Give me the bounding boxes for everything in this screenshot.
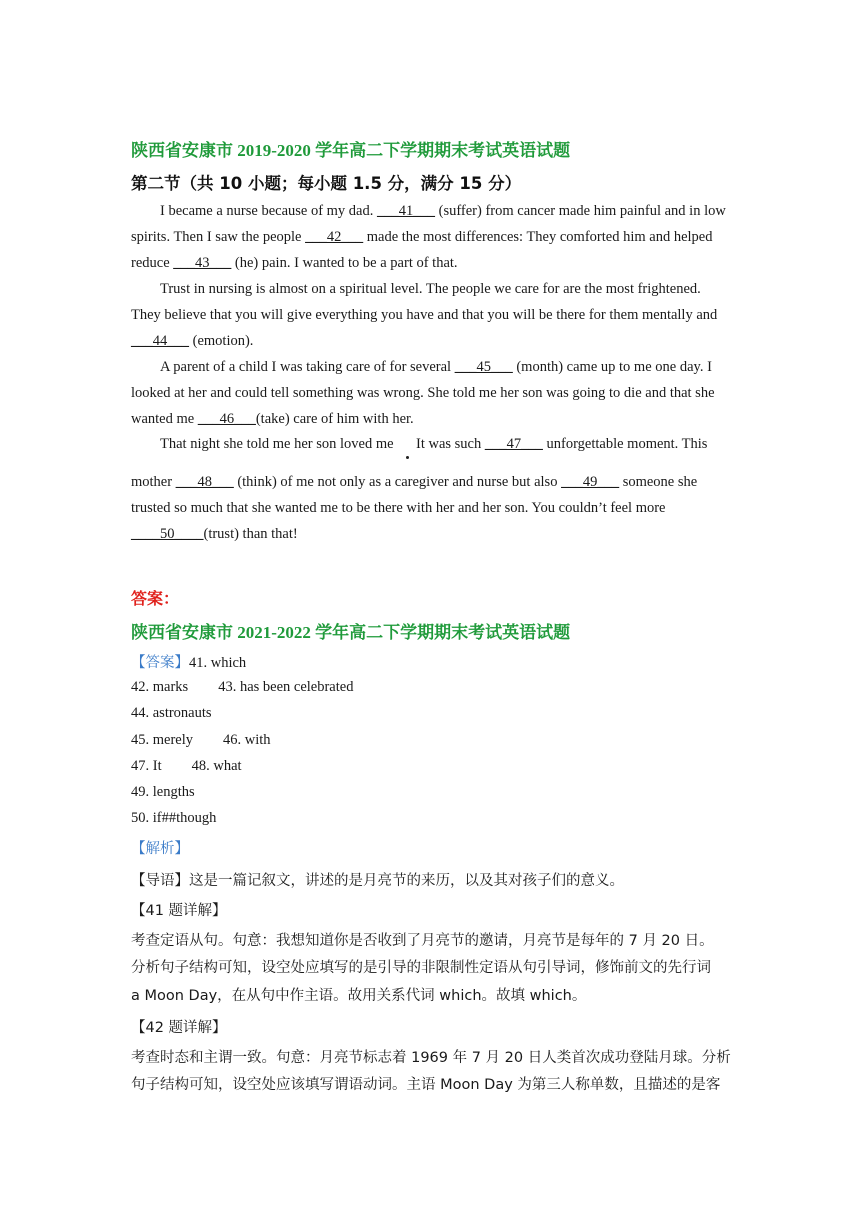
answer-row-42-43 <box>131 679 353 696</box>
passage-text: (emotion). <box>189 333 254 349</box>
blank-47: ___47___ <box>484 436 543 452</box>
passage-text: made the most differences: They comforted him and helped reduce <box>131 229 713 271</box>
passage-p4-line-1a: That night she told me her son loved me <box>160 436 394 452</box>
guide-text: 【导语】这是一篇记叙文，讲述的是月亮节的来历，以及其对孩子们的意义。 <box>131 873 624 889</box>
q41-explain-2: 分析句子结构可知，设空处应填写的是引导的非限制性定语从句引导词，修饰前文的先行词 <box>131 960 711 976</box>
analysis-tag: 【解析】 <box>131 841 189 857</box>
passage-text: (trust) than that! <box>203 526 298 542</box>
blank-50: ____50____ <box>131 526 204 542</box>
exam-title-2019: 陕西省安康市 2019-2020 学年高二下学期期末考试英语试题 <box>131 141 571 160</box>
answer-48: 48. what <box>191 758 242 774</box>
passage-text: (suffer) from cancer made him painful and in low spirits. Then I saw the people <box>131 203 726 245</box>
q41-explain-3: a Moon Day，在从句中作主语。故用关系代词 which。故填 which。 <box>131 988 587 1004</box>
answer-44: 44. astronauts <box>131 705 212 721</box>
exam-title-2021: 陕西省安康市 2021-2022 学年高二下学期期末考试英语试题 <box>131 623 571 642</box>
passage-text: (think) of me not only as a caregiver and nurse but also <box>233 474 562 490</box>
q42-explain-2: 句子结构可知，设空处应该填写谓语动词。主语 Moon Day 为第三人称单数，且描述的是客 <box>131 1077 721 1093</box>
punctuation-dot <box>406 456 409 459</box>
q42-explain-1: 考查时态和主谓一致。句意：月亮节标志着 1969 年 7 月 20 日人类首次成功登陆月球。分析 <box>131 1050 731 1066</box>
blank-43: ___43___ <box>173 255 232 271</box>
passage-paragraph-1 <box>131 198 731 276</box>
passage-text: (he) pain. I wanted to be a part of that. <box>231 255 458 271</box>
passage-text: unforgettable moment. This <box>542 436 708 452</box>
passage-text: someone she <box>619 474 698 490</box>
passage-text: A parent of a child I was taking care of for several <box>160 359 455 375</box>
q42-heading: 【42 题详解】 <box>131 1020 227 1036</box>
passage-paragraph-3 <box>131 354 731 432</box>
passage-text: (take) care of him with her. <box>255 411 414 427</box>
answer-41: 41. which <box>189 655 247 671</box>
answer-50: 50. if##though <box>131 810 217 826</box>
answer-42: 42. marks <box>131 679 189 695</box>
passage-paragraph-2 <box>131 276 731 354</box>
answer-46: 46. with <box>223 732 271 748</box>
blank-41: ___41___ <box>377 203 435 219</box>
blank-46: ___46___ <box>197 411 256 427</box>
passage-p4-line-4 <box>131 526 298 543</box>
blank-49: ___49___ <box>561 474 620 490</box>
blank-44: ___44___ <box>131 333 189 349</box>
passage-text: Trust in nursing is almost on a spiritual level. The people we care for are the most frightened. They believe that you will give everything you have and that you will be there for them mentally and <box>131 281 718 323</box>
blank-42: ___42___ <box>305 229 364 245</box>
blank-48: ___48___ <box>175 474 234 490</box>
answer-47: 47. It <box>131 758 162 774</box>
passage-text: It was such <box>416 436 485 452</box>
passage-text: (month) came up to me one day. I looked at her and could tell something was wrong. She told me her son was going to die and that she wanted me <box>131 359 715 427</box>
answer-row-47-48 <box>131 758 242 775</box>
answer-43: 43. has been celebrated <box>218 679 354 695</box>
answer-tag: 【答案】 <box>131 655 189 671</box>
answer-45: 45. merely <box>131 732 194 748</box>
q41-explain-1: 考查定语从句。句意：我想知道你是否收到了月亮节的邀请，月亮节是每年的 7 月 20 日。 <box>131 933 714 949</box>
section-heading: 第二节（共 10 小题；每小题 1.5 分，满分 15 分） <box>131 174 522 193</box>
passage-p4-line-3: trusted so much that she wanted me to be there with her and her son. You couldn’t feel more <box>131 500 666 516</box>
passage-text: I became a nurse because of my dad. <box>160 203 377 219</box>
answer-label: 答案： <box>131 589 180 608</box>
passage-p4-line-1b <box>416 436 707 453</box>
passage-p4-line-2 <box>131 474 697 491</box>
answer-row-45-46 <box>131 732 271 749</box>
passage-text: mother <box>131 474 176 490</box>
answer-row-41 <box>131 651 246 672</box>
blank-45: ___45___ <box>454 359 513 375</box>
answer-49: 49. lengths <box>131 784 195 800</box>
q41-heading: 【41 题详解】 <box>131 903 227 919</box>
